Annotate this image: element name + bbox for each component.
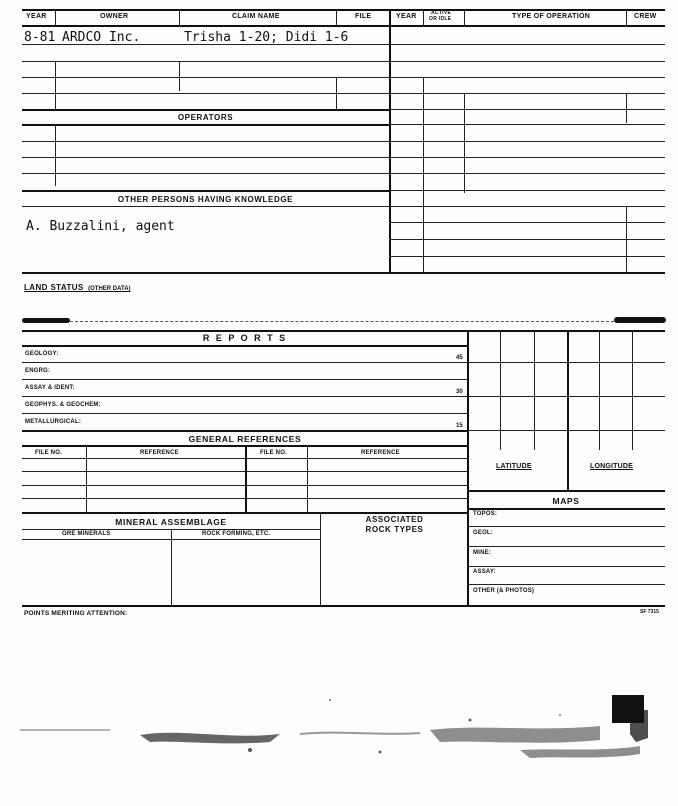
scan-noise-band: [0, 690, 678, 780]
assay-number: 30: [456, 389, 463, 395]
land-status-title: LAND STATUS: [24, 283, 84, 292]
active-or-idle-header-2: OR IDLE: [429, 16, 452, 22]
entry-owner: ARDCO Inc.: [62, 30, 141, 45]
points-meriting-attention-label: POINTS MERITING ATTENTION:: [24, 610, 128, 617]
maps-title: MAPS: [552, 496, 580, 506]
reports-title: R E P O R T S: [202, 333, 288, 343]
owner-header: OWNER: [100, 13, 129, 20]
general-references-title: GENERAL REFERENCES: [188, 434, 302, 444]
file-header: FILE: [355, 13, 372, 20]
entry-claim-name: Trisha 1-20; Didi 1-6: [184, 30, 349, 45]
associated-rock-types-title: ASSOCIATED ROCK TYPES: [365, 515, 424, 534]
type-of-operation-header: TYPE OF OPERATION: [512, 13, 591, 20]
assay-map-label: ASSAY:: [473, 569, 496, 575]
geophys-label: GEOPHYS. & GEOCHEM:: [25, 402, 101, 408]
land-status-subtitle: (OTHER DATA): [88, 286, 131, 292]
year2-header: YEAR: [396, 13, 417, 20]
assay-label: ASSAY & IDENT:: [25, 385, 75, 391]
engrg-label: ENGRG:: [25, 368, 51, 374]
geol-label: GEOL:: [473, 530, 493, 536]
entry-other-person: A. Buzzalini, agent: [26, 219, 175, 234]
mine-label: MINE:: [473, 550, 491, 556]
geology-label: GEOLOGY:: [25, 351, 59, 357]
mineral-assemblage-title: MINERAL ASSEMBLAGE: [115, 517, 227, 527]
reference-header-2: REFERENCE: [361, 450, 400, 456]
operators-title: OPERATORS: [177, 113, 234, 122]
other-photos-label: OTHER (& PHOTOS): [473, 588, 535, 594]
entry-year: 8-81: [24, 30, 56, 45]
redaction-bar-left: [22, 318, 70, 323]
geology-number: 45: [456, 355, 463, 361]
claim-name-header: CLAIM NAME: [232, 13, 280, 20]
other-persons-title: OTHER PERSONS HAVING KNOWLEDGE: [117, 195, 294, 204]
reference-header-1: REFERENCE: [140, 450, 179, 456]
latitude-label: LATITUDE: [496, 463, 532, 470]
crew-header: CREW: [634, 13, 657, 20]
topos-label: TOPOS:: [473, 511, 498, 517]
file-no-header-1: FILE NO.: [35, 450, 62, 456]
metallurgical-label: METALLURGICAL:: [25, 419, 82, 425]
longitude-label: LONGITUDE: [590, 463, 634, 470]
active-or-idle-header-1: ACTIVE: [431, 10, 452, 16]
redaction-bar-right: [614, 317, 666, 323]
ore-minerals-header: ORE MINERALS: [62, 531, 111, 537]
form-number: SF 7315: [640, 609, 659, 615]
metallurgical-number: 15: [456, 423, 463, 429]
rock-forming-header: ROCK FORMING, ETC.: [202, 531, 271, 537]
scan-dark-block: [612, 695, 644, 723]
year-header: YEAR: [26, 13, 47, 20]
file-no-header-2: FILE NO.: [260, 450, 287, 456]
